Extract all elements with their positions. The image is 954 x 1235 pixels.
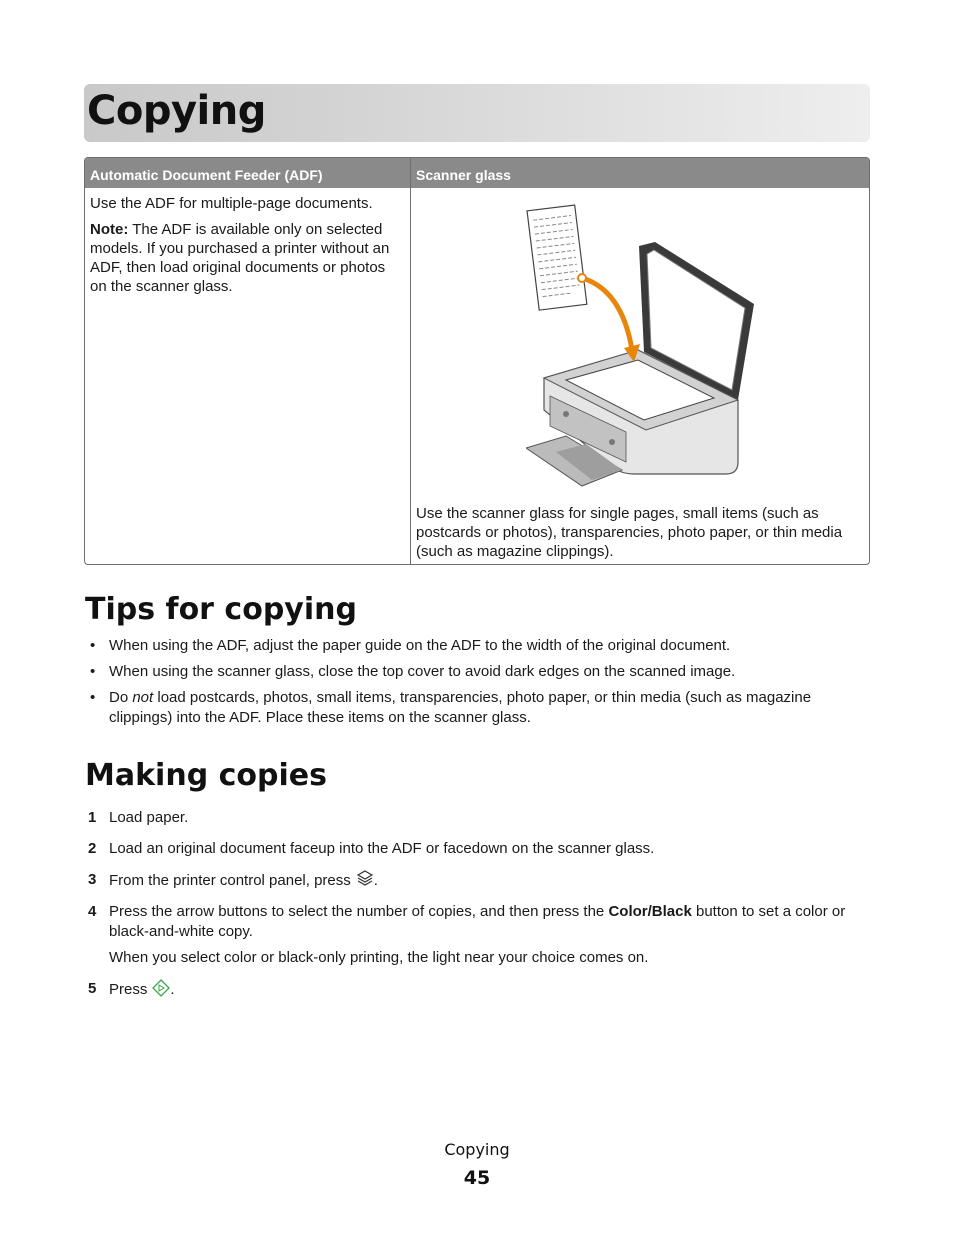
step-1: [88, 808, 870, 828]
step-4: [88, 902, 870, 968]
bullet: •: [90, 663, 96, 680]
step-text: [109, 902, 870, 942]
step-text-after: .: [170, 981, 175, 998]
step-number: 5: [88, 980, 97, 997]
tip-text: When using the ADF, adjust the paper guide on the ADF to the width of the original document.: [109, 637, 731, 654]
step-text: Press: [109, 981, 148, 998]
adf-description: Use the ADF for multiple-page documents.: [90, 195, 373, 212]
steps-list: [88, 808, 870, 1011]
scanner-glass-caption: Use the scanner glass for single pages, small items (such as postcards or photos), transparencies, photo paper, or thin media (such as magazine clippings).: [416, 505, 843, 560]
step-text-after: .: [373, 872, 378, 889]
printer-scanner-illustration: [526, 200, 760, 496]
table-header-row: [85, 158, 869, 188]
start-icon: [152, 979, 170, 997]
bullet: •: [90, 637, 96, 654]
tips-heading: Tips for copying: [85, 592, 357, 627]
list-item: [90, 662, 870, 682]
page-number: 45: [463, 1167, 491, 1189]
color-black-button-label: Color/Black: [608, 903, 692, 920]
step-number: 2: [88, 840, 97, 857]
adf-cell: [85, 188, 411, 564]
copy-icon: [356, 870, 374, 888]
note-text: The ADF is available only on selected models. If you purchased a printer without an ADF, then load original documents or photos on the scanner glass.: [90, 221, 390, 295]
tip-text: [109, 689, 811, 726]
footer-section-label: Copying: [444, 1140, 510, 1159]
scanner-glass-cell: [411, 188, 869, 564]
step-subtext: When you select color or black-only printing, the light near your choice comes on.: [109, 949, 649, 966]
step-text: Load paper.: [109, 809, 189, 826]
list-item: [90, 636, 870, 656]
list-item: [90, 688, 870, 728]
tip-text-post: load postcards, photos, small items, transparencies, photo paper, or thin media (such as magazine clippings) into the ADF. Place these items on the scanner glass.: [109, 689, 812, 726]
original-loading-table: [84, 157, 870, 565]
tips-list: [90, 636, 870, 734]
step-number: 3: [88, 871, 97, 888]
table-row: [85, 188, 869, 564]
step-number: 4: [88, 903, 97, 920]
table-header-adf: Automatic Document Feeder (ADF): [85, 158, 411, 188]
bullet: •: [90, 689, 96, 706]
chapter-title: Copying: [87, 88, 266, 134]
step-3: [88, 870, 870, 891]
step-5: [88, 979, 870, 1000]
tip-text: When using the scanner glass, close the top cover to avoid dark edges on the scanned image.: [109, 663, 736, 680]
note-label: Note:: [90, 221, 129, 238]
adf-note: [90, 220, 405, 296]
step-text: Load an original document faceup into the ADF or facedown on the scanner glass.: [109, 840, 655, 857]
step-text-post: button to set a color or black-and-white copy.: [109, 903, 846, 940]
step-text-pre: Press the arrow buttons to select the number of copies, and then press the: [109, 903, 609, 920]
step-text: From the printer control panel, press: [109, 872, 351, 889]
step-number: 1: [88, 809, 97, 826]
step-2: [88, 839, 870, 859]
tip-text-pre: Do: [109, 689, 133, 706]
making-copies-heading: Making copies: [85, 758, 327, 793]
tip-text-emphasis: not: [132, 689, 154, 706]
step-text-wrap: [109, 979, 870, 1000]
step-text-wrap: [109, 870, 870, 891]
table-header-scanner-glass: Scanner glass: [411, 158, 869, 188]
